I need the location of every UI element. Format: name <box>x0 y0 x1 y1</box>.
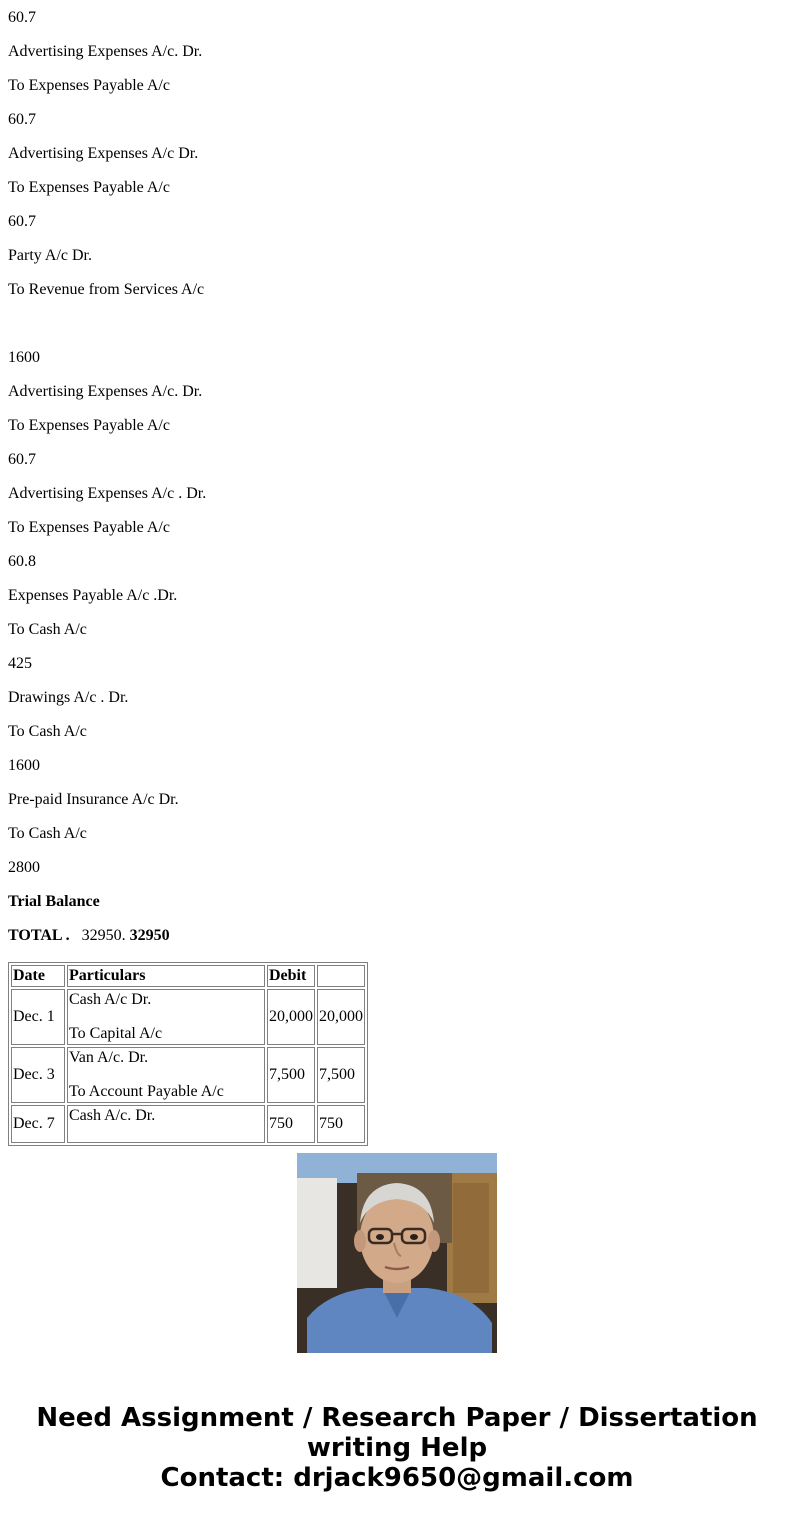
row-date: Dec. 7 <box>11 1105 65 1143</box>
entry-debit-account: Advertising Expenses A/c. Dr. <box>8 43 203 60</box>
row-credit-account: To Account Payable A/c <box>69 1083 224 1100</box>
entry-amount: 425 <box>8 655 32 672</box>
entry-credit-account: To Expenses Payable A/c <box>8 417 170 434</box>
table-row <box>11 1047 365 1103</box>
row-debit: 7,500 <box>267 1047 315 1103</box>
entry-credit-account: To Expenses Payable A/c <box>8 179 170 196</box>
contact-email: Contact: drjack9650@gmail.com <box>160 1463 634 1493</box>
entry-debit-account: Drawings A/c . Dr. <box>8 689 129 706</box>
header-debit: Debit <box>267 965 315 987</box>
help-banner <box>0 1403 794 1493</box>
row-particulars <box>67 1047 265 1103</box>
row-credit: 7,500 <box>317 1047 365 1103</box>
trial-balance-total <box>8 927 170 945</box>
entry-amount: 2800 <box>8 859 40 876</box>
row-debit: 20,000 <box>267 989 315 1045</box>
table-header-row <box>11 965 365 987</box>
trial-balance-heading: Trial Balance <box>8 893 100 910</box>
entry-credit-account: To Expenses Payable A/c <box>8 77 170 94</box>
entry-credit-account: To Expenses Payable A/c <box>8 519 170 536</box>
entry-amount: 1600 <box>8 349 40 366</box>
header-credit <box>317 965 365 987</box>
row-particulars <box>67 989 265 1045</box>
row-date: Dec. 1 <box>11 989 65 1045</box>
total-debit: 32950. <box>81 927 126 944</box>
entry-debit-account: Pre-paid Insurance A/c Dr. <box>8 791 179 808</box>
header-particulars: Particulars <box>67 965 265 987</box>
entry-amount: 60.8 <box>8 553 36 570</box>
journal-table <box>8 962 368 1146</box>
row-debit-account: Van A/c. Dr. <box>69 1049 149 1066</box>
entry-amount: 60.7 <box>8 213 36 230</box>
total-credit: 32950 <box>129 927 170 944</box>
table-row <box>11 1105 365 1143</box>
entry-debit-account: Party A/c Dr. <box>8 247 92 264</box>
row-credit: 750 <box>317 1105 365 1143</box>
entry-amount: 60.7 <box>8 9 36 26</box>
entry-credit-account: To Cash A/c <box>8 723 87 740</box>
row-particulars <box>67 1105 265 1143</box>
banner-line: writing Help <box>306 1433 488 1463</box>
row-debit-account: Cash A/c. Dr. <box>69 1107 156 1124</box>
header-date: Date <box>11 965 65 987</box>
row-debit-account: Cash A/c Dr. <box>69 991 152 1008</box>
entry-amount: 60.7 <box>8 451 36 468</box>
row-credit: 20,000 <box>317 989 365 1045</box>
total-label: TOTAL . <box>8 927 70 944</box>
row-debit: 750 <box>267 1105 315 1143</box>
entry-credit-account: To Cash A/c <box>8 621 87 638</box>
entry-debit-account: Advertising Expenses A/c. Dr. <box>8 383 203 400</box>
entry-debit-account: Advertising Expenses A/c Dr. <box>8 145 199 162</box>
document-body <box>8 0 788 1132</box>
entry-amount: 60.7 <box>8 111 36 128</box>
row-date: Dec. 3 <box>11 1047 65 1103</box>
profile-photo <box>297 1153 497 1353</box>
entry-debit-account: Expenses Payable A/c .Dr. <box>8 587 178 604</box>
entry-credit-account: To Cash A/c <box>8 825 87 842</box>
banner-line: Need Assignment / Research Paper / Dissertation <box>36 1403 758 1433</box>
table-row <box>11 989 365 1045</box>
row-credit-account: To Capital A/c <box>69 1025 163 1042</box>
entry-credit-account: To Revenue from Services A/c <box>8 281 205 298</box>
entry-amount: 1600 <box>8 757 40 774</box>
entry-debit-account: Advertising Expenses A/c . Dr. <box>8 485 207 502</box>
